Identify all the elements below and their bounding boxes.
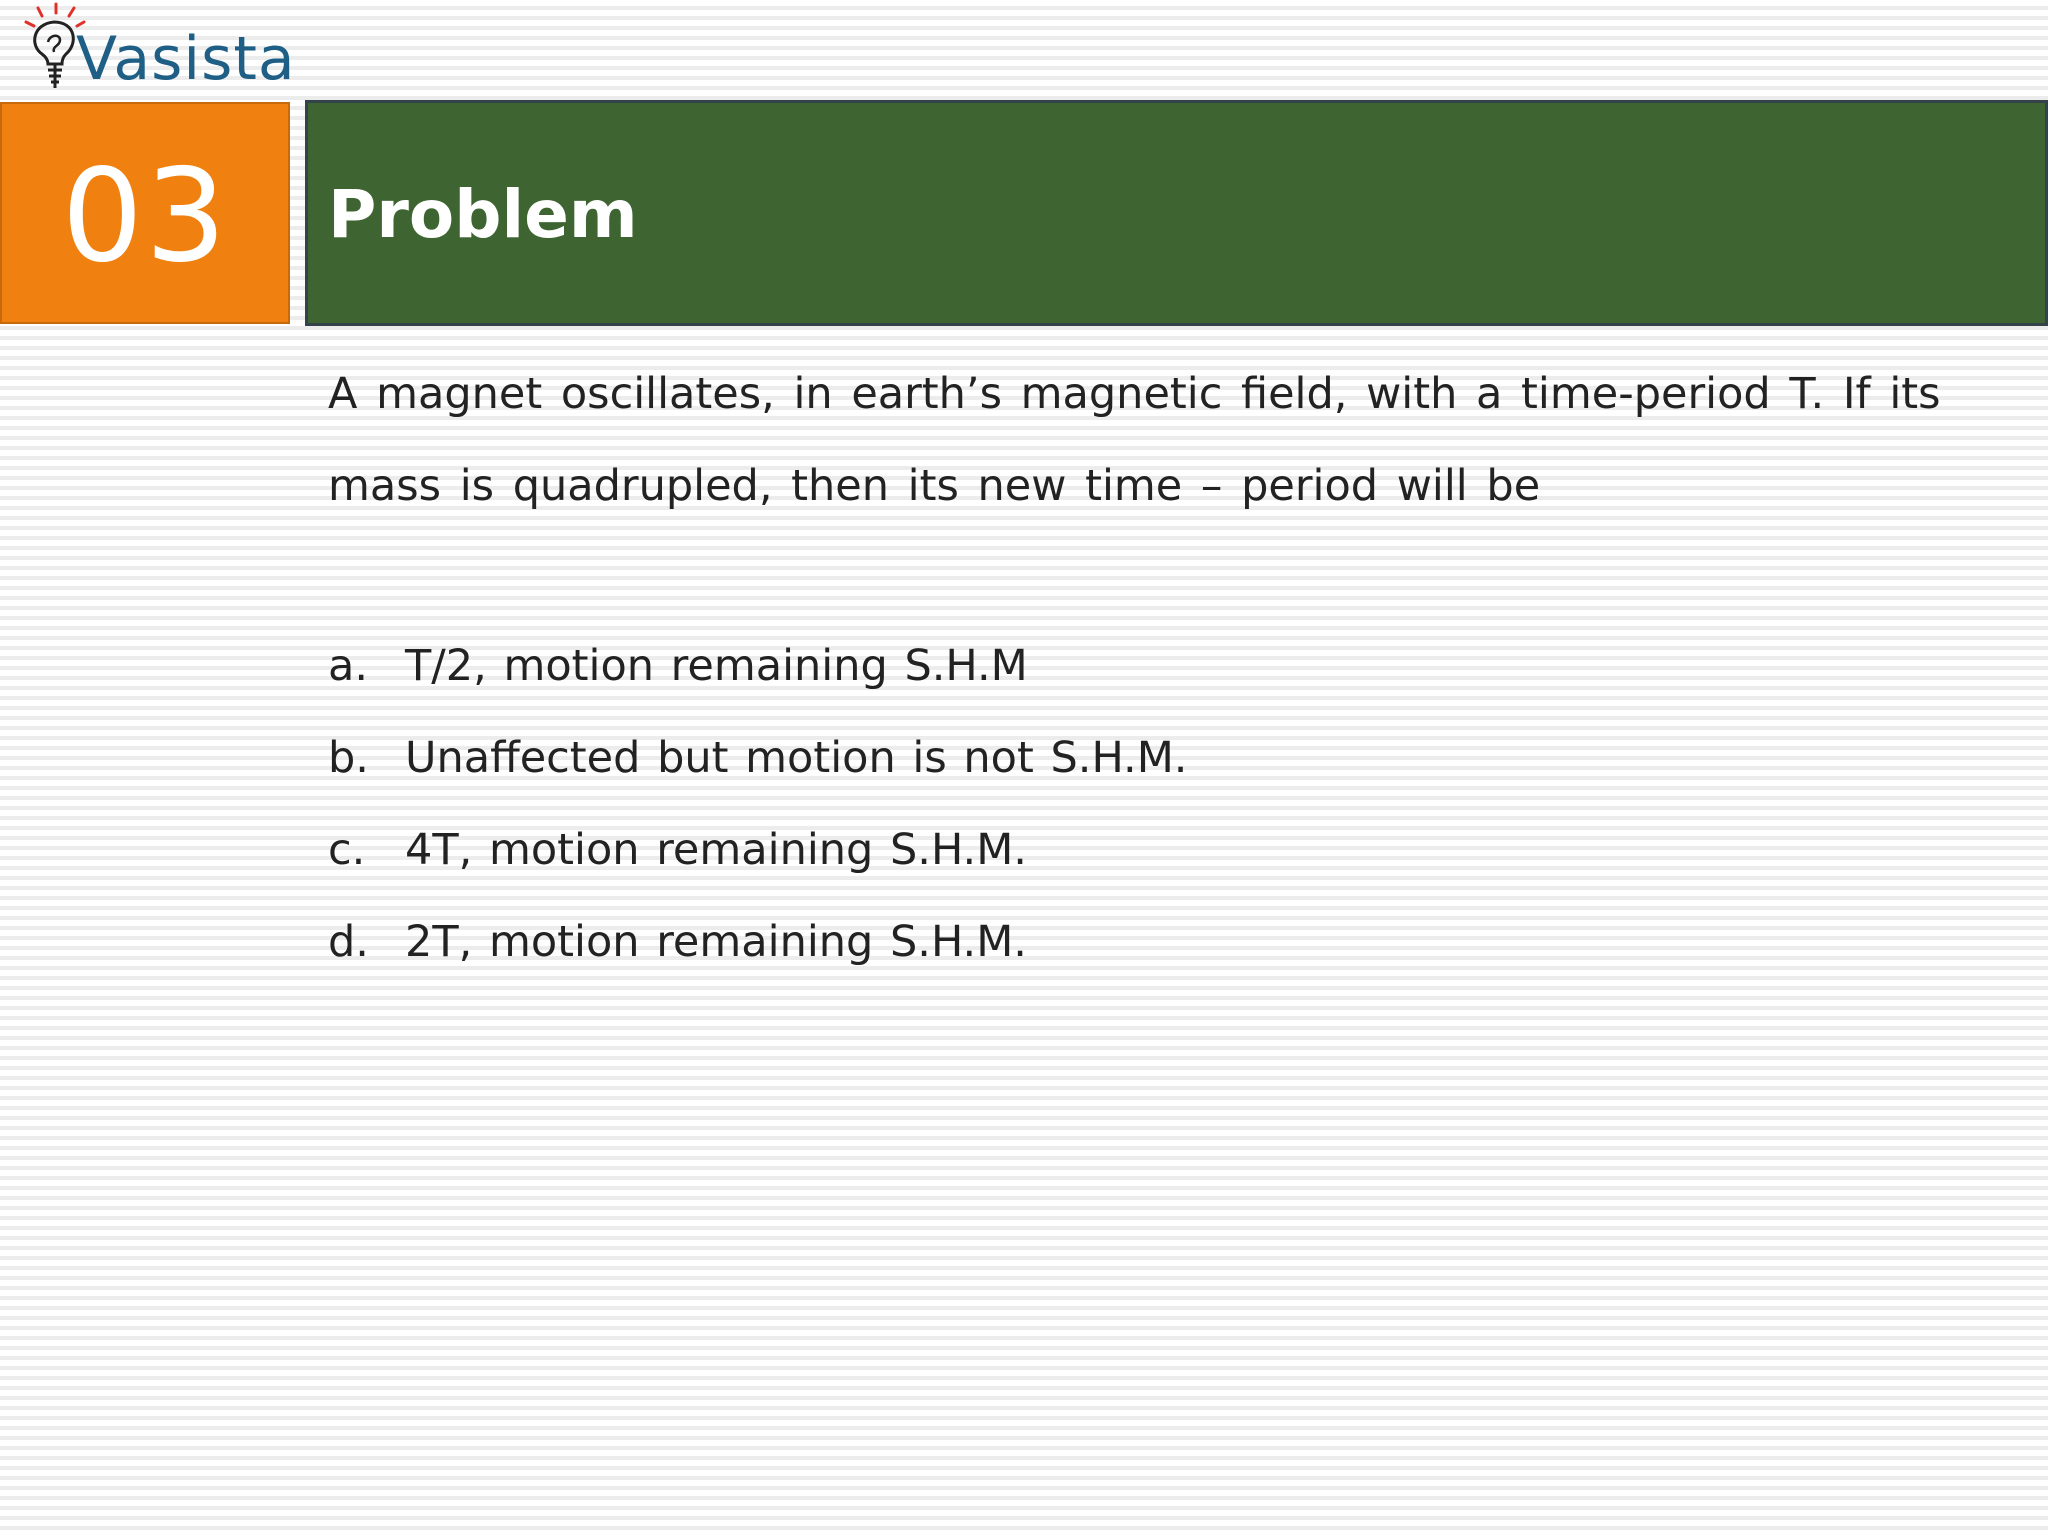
option-text: Unaffected but motion is not S.H.M. xyxy=(405,733,1188,783)
option-text: 4T, motion remaining S.H.M. xyxy=(405,825,1027,875)
logo-text: Vasista xyxy=(76,24,296,94)
slide-number-box xyxy=(0,102,290,324)
options-list xyxy=(328,620,1187,988)
option-text: 2T, motion remaining S.H.M. xyxy=(405,917,1027,967)
title-bar xyxy=(305,100,2048,326)
slide-title: Problem xyxy=(328,176,638,253)
option-letter: c. xyxy=(328,825,366,875)
option-letter: a. xyxy=(328,641,369,691)
question-text: A magnet oscillates, in earth’s magnetic field, with a time-period T. If its mass is quadrupled, then its new time – period will be xyxy=(328,369,1941,511)
option-letter: d. xyxy=(328,917,369,967)
option-letter: b. xyxy=(328,733,369,783)
option-text: T/2, motion remaining S.H.M xyxy=(405,641,1028,691)
slide-number: 03 xyxy=(61,142,229,291)
option-d xyxy=(328,896,1187,988)
option-b xyxy=(328,712,1187,804)
option-a xyxy=(328,620,1187,712)
option-c xyxy=(328,804,1187,896)
vasista-logo xyxy=(18,0,296,100)
